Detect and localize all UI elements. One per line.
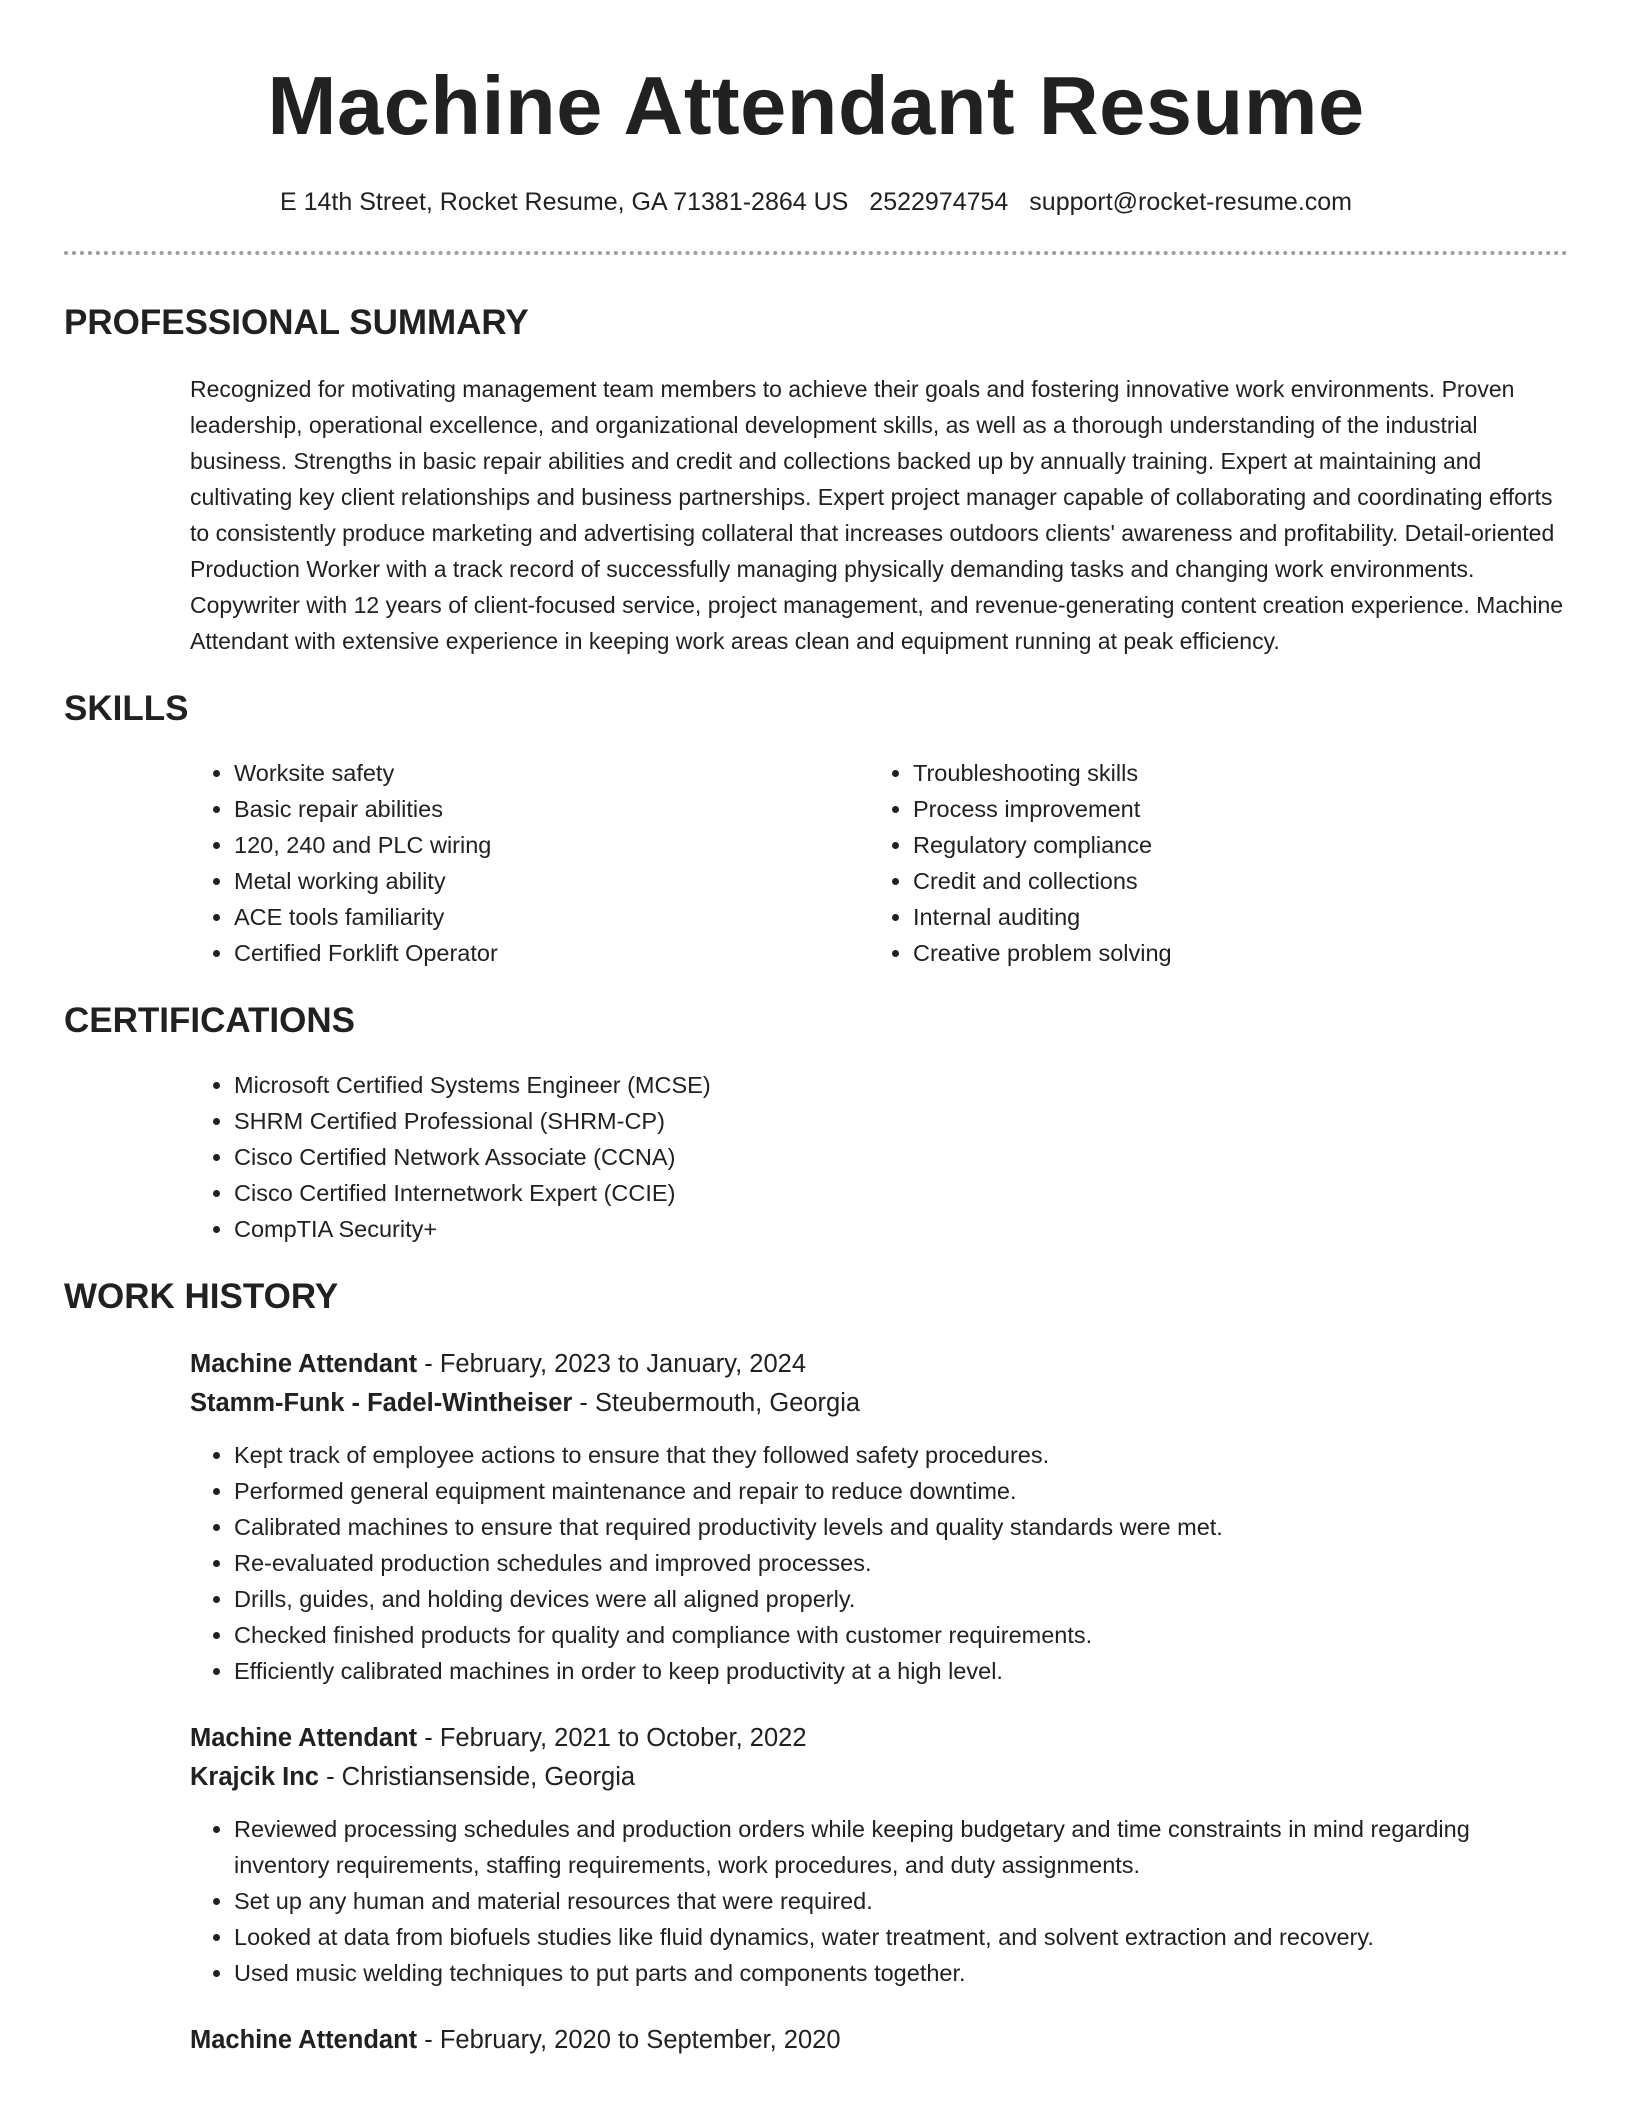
job-duty: • Reviewed processing schedules and production orders while keeping budgetary and time constraints in mind regarding inventory requirements, staffing requirements, work procedures, and duty assignments. (234, 1811, 1568, 1883)
resume-page (64, 0, 1568, 2060)
job-duty: • Used music welding techniques to put parts and components together. (234, 1955, 1568, 1991)
skill-item: • Regulatory compliance (913, 827, 1548, 863)
job-location: Steubermouth, Georgia (595, 1389, 861, 1417)
skill-item: • Creative problem solving (913, 935, 1548, 971)
skill-item: • Metal working ability (234, 863, 869, 899)
job-entry (190, 1345, 1568, 1689)
job-title: Machine Attendant (190, 1350, 418, 1378)
skill-item: • Certified Forklift Operator (234, 935, 869, 971)
skills-heading: SKILLS (64, 689, 189, 728)
contact-info (64, 185, 1568, 219)
skill-item: • Credit and collections (913, 863, 1548, 899)
job-title-line: Machine Attendant - February, 2021 to October, 2022 (190, 1724, 807, 1752)
email-address: support@rocket-resume.com (1029, 188, 1353, 216)
job-duty: • Performed general equipment maintenance and repair to reduce downtime. (234, 1473, 1568, 1509)
skill-item: • Troubleshooting skills (913, 755, 1548, 791)
job-duty: • Calibrated machines to ensure that required productivity levels and quality standards were met. (234, 1509, 1568, 1545)
skill-item: • Worksite safety (234, 755, 869, 791)
header-divider (64, 251, 1568, 255)
skill-item: • Basic repair abilities (234, 791, 869, 827)
resume-title: Machine Attendant Resume (267, 59, 1365, 152)
job-company: Krajcik Inc (190, 1763, 319, 1791)
certification-item: • Cisco Certified Network Associate (CCNA) (234, 1139, 1568, 1175)
job-company-line: Stamm-Funk - Fadel-Wintheiser - Steubermouth, Georgia (190, 1389, 861, 1417)
job-title: Machine Attendant (190, 1724, 418, 1752)
skill-item: • Process improvement (913, 791, 1548, 827)
address: E 14th Street, Rocket Resume, GA 71381-2864 US (279, 188, 849, 216)
certification-item: • SHRM Certified Professional (SHRM-CP) (234, 1103, 1568, 1139)
skill-item: • 120, 240 and PLC wiring (234, 827, 869, 863)
skills-column-left (190, 755, 869, 971)
job-duty: • Looked at data from biofuels studies like fluid dynamics, water treatment, and solvent extraction and recovery. (234, 1919, 1568, 1955)
work-history-heading: WORK HISTORY (64, 1277, 339, 1316)
job-duties (190, 1437, 1568, 1689)
job-duty: • Drills, guides, and holding devices were all aligned properly. (234, 1581, 1568, 1617)
job-duty: • Set up any human and material resources that were required. (234, 1883, 1568, 1919)
skill-item: • ACE tools familiarity (234, 899, 869, 935)
certification-item: • Microsoft Certified Systems Engineer (MCSE) (234, 1067, 1568, 1103)
job-dates: February, 2020 to September, 2020 (439, 2026, 841, 2054)
job-duty: • Checked finished products for quality and compliance with customer requirements. (234, 1617, 1568, 1653)
job-duty: • Re-evaluated production schedules and improved processes. (234, 1545, 1568, 1581)
job-entry (190, 2021, 1568, 2060)
job-dates: February, 2021 to October, 2022 (439, 1724, 807, 1752)
job-title-line: Machine Attendant - February, 2023 to January, 2024 (190, 1350, 807, 1378)
certification-item: • CompTIA Security+ (234, 1211, 1568, 1247)
certification-item: • Cisco Certified Internetwork Expert (CCIE) (234, 1175, 1568, 1211)
job-duties (190, 1811, 1568, 1991)
job-company: Stamm-Funk - Fadel-Wintheiser (190, 1389, 573, 1417)
phone-number: 2522974754 (869, 188, 1009, 216)
certifications-list (190, 1067, 1568, 1247)
summary-heading: PROFESSIONAL SUMMARY (64, 303, 529, 342)
job-duty: • Kept track of employee actions to ensure that they followed safety procedures. (234, 1437, 1568, 1473)
job-entry (190, 1719, 1568, 1991)
job-dates: February, 2023 to January, 2024 (439, 1350, 807, 1378)
skills-column-right (869, 755, 1548, 971)
job-title-line: Machine Attendant - February, 2020 to September, 2020 (190, 2026, 841, 2054)
skills-list (190, 755, 1568, 971)
summary-text: Recognized for motivating management team members to achieve their goals and fostering innovative work environments. Proven leadership, operational excellence, and organizational development skills, as well as a thorough understanding of the industrial business. Strengths in basic repair abilities and credit and collections backed up by annually training. Expert at maintaining and cultivating key client relationships and business partnerships. Expert project manager capable of collaborating and coordinating efforts to consistently produce marketing and advertising collateral that increases outdoors clients' awareness and profitability. Detail-oriented Production Worker with a track record of successfully managing physically demanding tasks and changing work environments. Copywriter with 12 years of client-focused service, project management, and revenue-generating content creation experience. Machine Attendant with extensive experience in keeping work areas clean and equipment running at peak efficiency. (190, 376, 1564, 654)
job-company-line: Krajcik Inc - Christiansenside, Georgia (190, 1763, 636, 1791)
job-location: Christiansenside, Georgia (341, 1763, 636, 1791)
skill-item: • Internal auditing (913, 899, 1548, 935)
certifications-heading: CERTIFICATIONS (64, 1001, 356, 1040)
job-title: Machine Attendant (190, 2026, 418, 2054)
job-duty: • Efficiently calibrated machines in order to keep productivity at a high level. (234, 1653, 1568, 1689)
